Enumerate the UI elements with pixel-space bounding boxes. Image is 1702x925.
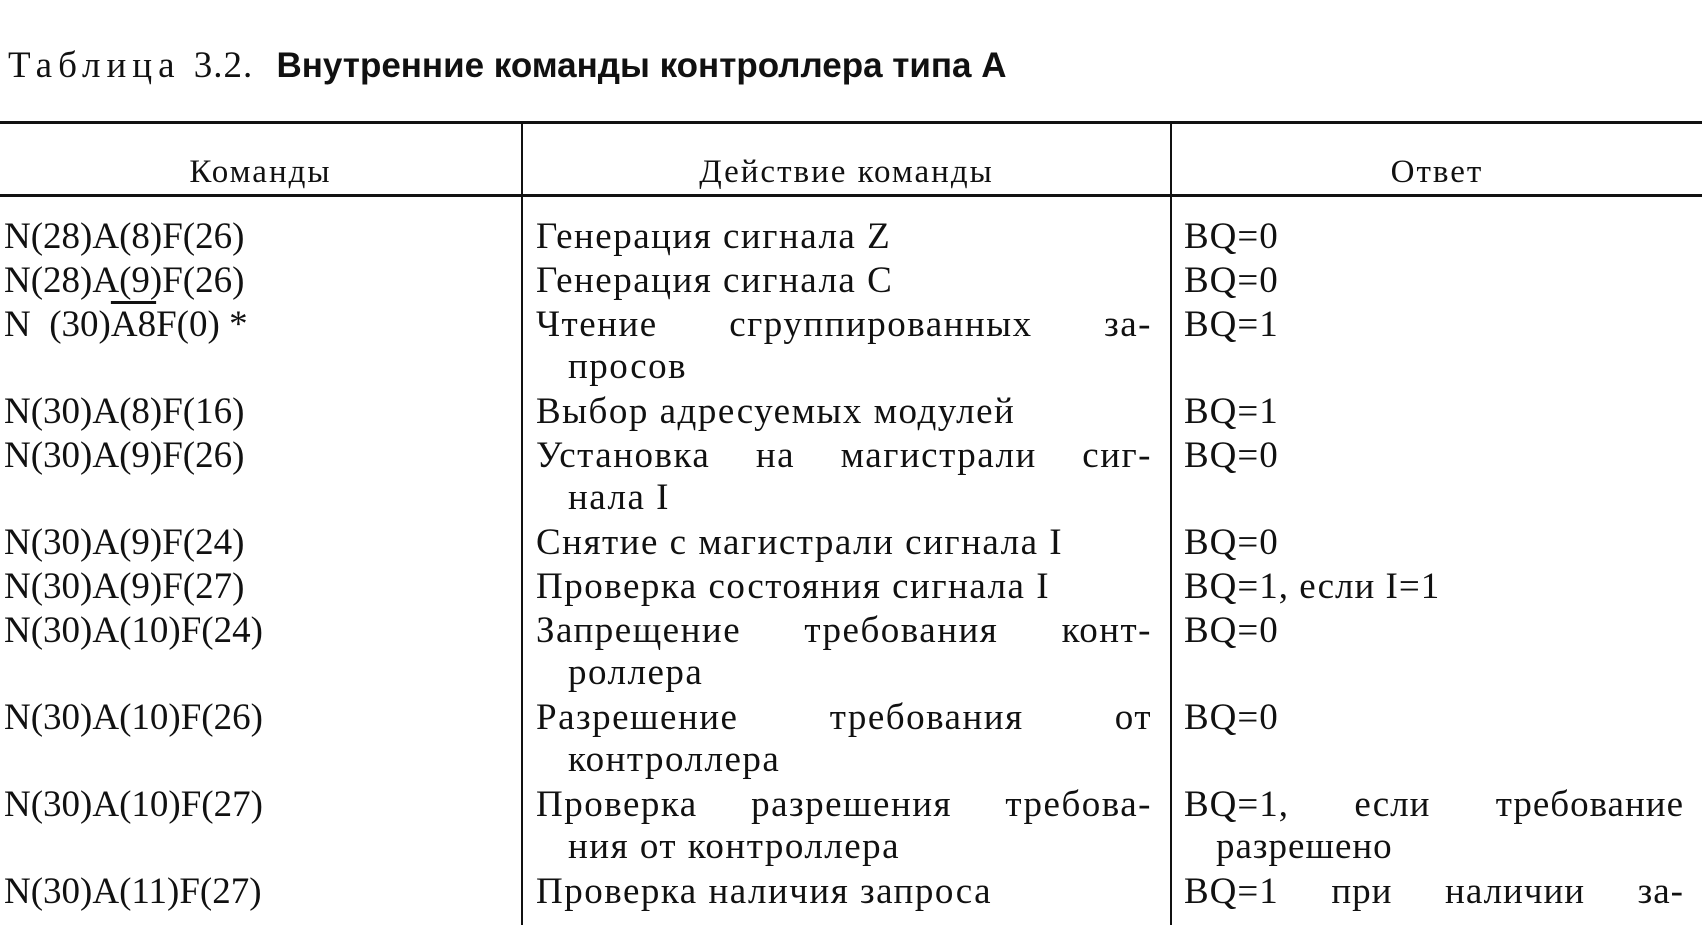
response-line: BQ=1, если I=1: [1184, 566, 1441, 607]
response-cell: [1184, 610, 1279, 652]
response-line: BQ=0: [1184, 216, 1279, 257]
response-line: BQ=0: [1184, 522, 1279, 563]
response-cell: [1184, 522, 1279, 564]
action-line: Генерация сигнала C: [536, 260, 894, 301]
response-line: BQ=1: [1184, 304, 1279, 345]
action-line: Проверка наличия запроса: [536, 871, 993, 912]
command-cell: [4, 304, 248, 346]
action-cell: [536, 391, 1152, 433]
response-cell: [1184, 697, 1279, 739]
response-line: BQ=0: [1184, 260, 1279, 301]
command-cell: N(28)A(8)F(26): [4, 216, 245, 257]
action-line: Установка на магистрали сиг-: [536, 435, 1152, 476]
response-line: BQ=1: [1184, 391, 1279, 432]
action-line: Снятие с магистрали сигнала I: [536, 522, 1064, 563]
command-cell: N(30)A(10)F(27): [4, 784, 263, 825]
response-cell: [1184, 260, 1279, 302]
response-cell: [1184, 435, 1279, 477]
response-cell: [1184, 304, 1279, 346]
action-cell: [536, 522, 1152, 564]
command-prefix: N (30): [4, 304, 111, 345]
action-line: просов: [568, 346, 688, 387]
action-line: Разрешение требования от: [536, 697, 1152, 738]
caption-number: 3.2.: [193, 45, 254, 86]
action-cell: [536, 784, 1152, 868]
command-cell: N(30)A(9)F(27): [4, 566, 245, 607]
header-commands: Команды: [189, 154, 332, 190]
action-line: Выбор адресуемых модулей: [536, 391, 1016, 432]
response-cell: [1184, 871, 1684, 913]
command-cell: N(30)A(10)F(24): [4, 610, 263, 651]
action-cell: [536, 871, 1152, 913]
action-line: Запрещение требования конт-: [536, 610, 1152, 651]
action-line: Проверка разрешения требова-: [536, 784, 1152, 825]
header-action: Действие команды: [699, 154, 994, 190]
response-line: разрешено: [1216, 826, 1393, 867]
action-line: роллера: [568, 652, 704, 693]
command-cell: N(30)A(8)F(16): [4, 391, 245, 432]
response-cell: [1184, 566, 1440, 608]
action-cell: [536, 216, 1152, 258]
action-cell: [536, 697, 1152, 781]
command-overlined-address: A8: [110, 304, 157, 345]
action-line: Проверка состояния сигнала I: [536, 566, 1051, 607]
response-cell: [1184, 391, 1279, 433]
response-line: BQ=0: [1184, 435, 1279, 476]
action-line: Генерация сигнала Z: [536, 216, 892, 257]
response-line: BQ=0: [1184, 697, 1279, 738]
action-cell: [536, 435, 1152, 519]
command-cell: N(30)A(10)F(26): [4, 697, 263, 738]
response-line: BQ=1, если требование: [1184, 784, 1684, 825]
command-cell: N(28)A(9)F(26): [4, 260, 245, 301]
action-line: нала I: [568, 477, 671, 518]
command-cell: N(30)A(9)F(24): [4, 522, 245, 563]
caption-title: Внутренние команды контроллера типа А: [276, 46, 1007, 85]
action-line: контроллера: [568, 739, 781, 780]
caption-lead: Таблица: [8, 45, 181, 86]
action-cell: [536, 566, 1152, 608]
command-cell: N(30)A(9)F(26): [4, 435, 245, 476]
top-rule: [0, 121, 1702, 124]
action-cell: [536, 260, 1152, 302]
command-suffix: F(0) *: [156, 304, 248, 345]
table-caption: [8, 44, 1007, 88]
action-line: ния от контроллера: [568, 826, 901, 867]
response-line: BQ=0: [1184, 610, 1279, 651]
column-divider-2: [1170, 121, 1172, 925]
header-response: Ответ: [1390, 154, 1484, 190]
action-cell: [536, 610, 1152, 694]
response-line: BQ=1 при наличии за-: [1184, 871, 1684, 912]
header-rule: [0, 194, 1702, 197]
response-cell: [1184, 216, 1279, 258]
action-cell: [536, 304, 1152, 388]
response-cell: [1184, 784, 1684, 868]
command-cell: N(30)A(11)F(27): [4, 871, 262, 912]
action-line: Чтение сгруппированных за-: [536, 304, 1152, 345]
column-divider-1: [521, 121, 523, 925]
